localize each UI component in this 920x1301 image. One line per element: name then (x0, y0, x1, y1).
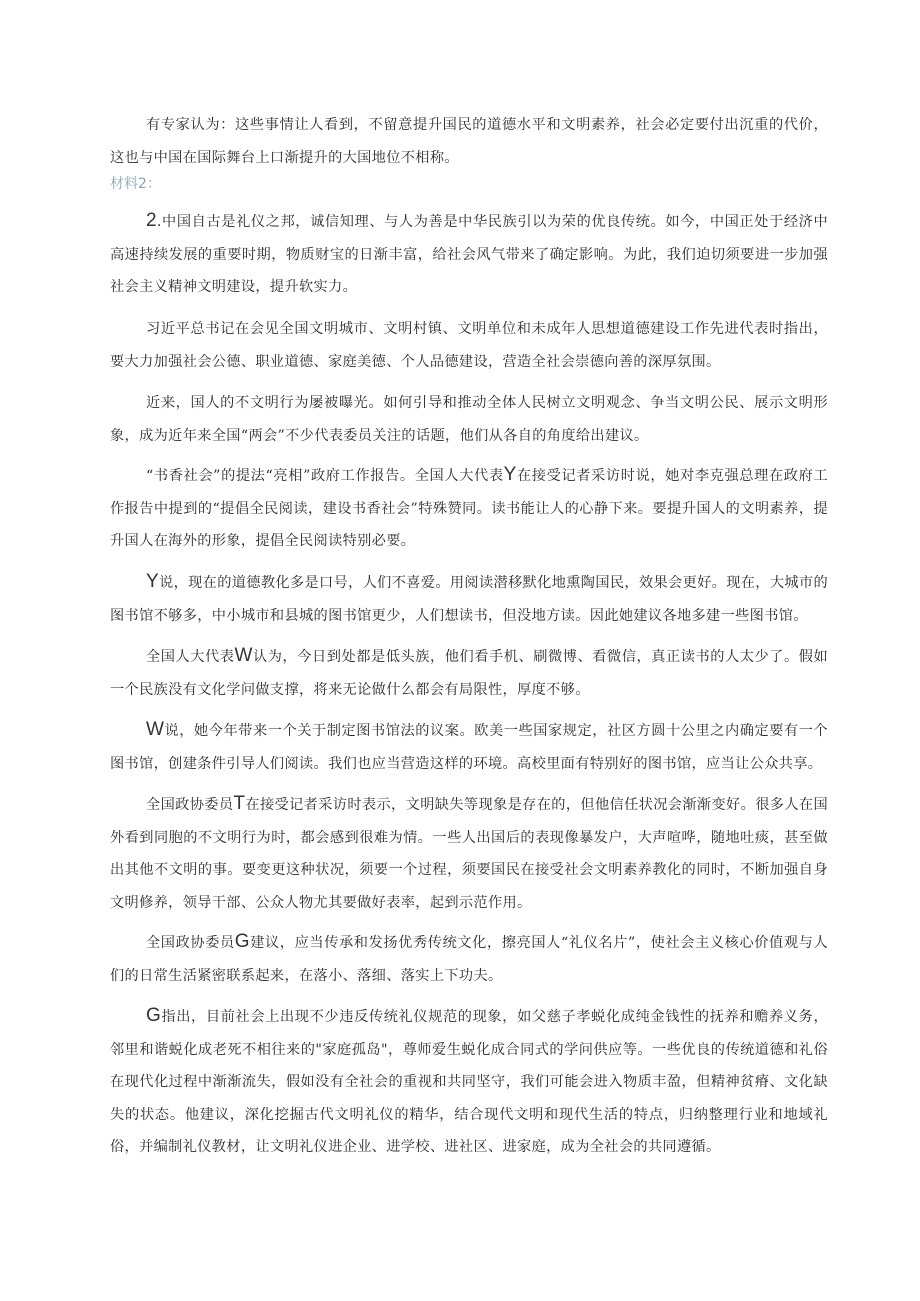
paragraph-text: 认为，今日到处都是低头族，他们看手机、刷微博、看微信，真正读书的人太少了。假如一个民族没有文化学问做支撑，将来无论做什么都会有局限性，厚度不够。 (110, 649, 828, 698)
material-2-label: 材料2： (110, 176, 161, 192)
paragraph-text: 全国政协委员 (146, 935, 235, 951)
paragraph-material-2 (110, 205, 828, 304)
paragraph-xi-speech (110, 313, 828, 378)
paragraph-expert-opinion (110, 109, 828, 174)
paragraph-text: 全国政协委员 (146, 797, 234, 813)
representative-initial: W (234, 645, 253, 666)
paragraph-text: 有专家认为：这些事情让人看到，不留意提升国民的道德水平和文明素养，社会必定要付出沉重的代价，这也与中国在国际舞台上口渐提升的大国地位不相称。 (110, 117, 828, 166)
paragraph-text: 全国人大代表 (146, 649, 235, 665)
paragraph-text: 说，她今年带来一个关于制定图书馆法的议案。欧美一些国家规定，社区方圆十公里之内确定要有一个图书馆，创建条件引导人们阅读。我们也应当营造这样的环境。高校里面有特别好的图书馆，应当让公众共享。 (110, 723, 828, 772)
paragraph-g-tradition (110, 926, 828, 992)
paragraph-w-reading (110, 640, 828, 706)
representative-initial: W (146, 719, 165, 740)
paragraph-t-civilization (110, 788, 828, 919)
representative-initial: G (146, 1005, 162, 1026)
paragraph-text: 在接受记者采访时说，她对李克强总理在政府工作报告中提到的“提倡全民阅读，建设书香社会”特殊赞同。读书能让人的心静下来。要提升国人的文明素养，提升国人在海外的形象，提倡全民阅读特别必要。 (110, 468, 828, 549)
paragraph-text: 在接受记者采访时表示，文明缺失等现象是存在的，但他信任状况会渐渐变好。很多人在国外看到同胞的不文明行为时，都会感到很难为情。一些人出国后的表现像暴发户，大声喧哗，随地吐痰，甚至做出其他不文明的事。要变更这种状况，须要一个过程，须要国民在接受社会文明素养教化的同时，不断加强自身文明修养，领导干部、公众人物尤其要做好表率，起到示范作用。 (110, 797, 828, 911)
paragraph-uncivilized-behavior (110, 387, 828, 452)
paragraph-text: “书香社会”的提法“亮相”政府工作报告。全国人大代表 (146, 468, 504, 484)
representative-initial: Y (503, 464, 517, 485)
paragraph-text: 指出，目前社会上出现不少违反传统礼仪规范的现象，如父慈子孝蜕化成纯金钱性的抚养和赡养义务，邻里和谐蜕化成老死不相往来的"家庭孤岛"，尊师爱生蜕化成合同式的学问供应等。一些优良的传统道德和礼俗在现代化过程中渐渐流失，假如没有全社会的重视和共同坚守，我们可能会进入物质丰盈，但精神贫瘠、文化缺失的状态。他建议，深化挖掘古代文明礼仪的精华，结合现代文明和现代生活的特点，归纳整理行业和地域礼俗，并编制礼仪教材，让文明礼仪进企业、进学校、进社区、进家庭，成为全社会的共同遵循。 (110, 1009, 828, 1155)
paragraph-text: .中国自古是礼仪之邦，诚信知理、与人为善是中华民族引以为荣的优良传统。如今，中国正处于经济中高速持续发展的重要时期，物质财宝的日渐丰富，给社会风气带来了确定影响。为此，我们迫切须要进一步加强社会主义精神文明建设，提升软实力。 (110, 214, 828, 295)
representative-initial: Y (146, 571, 160, 592)
paragraph-text: 习近平总书记在会见全国文明城市、文明村镇、文明单位和未成年人思想道德建设工作先进代表时指出，要大力加强社会公德、职业道德、家庭美德、个人品德建设，营造全社会崇德向善的深厚氛围。 (110, 321, 828, 370)
representative-initial: T (233, 793, 246, 814)
representative-initial: G (234, 931, 250, 952)
paragraph-text: 近来，国人的不文明行为屡被曝光。如何引导和推动全体人民树立文明观念、争当文明公民、展示文明形象，成为近年来全国“两会”不少代表委员关注的话题，他们从各自的角度给出建议。 (110, 395, 828, 444)
paragraph-text: 说，现在的道德教化多是口号，人们不喜爱。用阅读潜移默化地熏陶国民，效果会更好。现在，大城市的图书馆不够多，中小城市和县城的图书馆更少，人们想读书，但没地方读。因此她建议各地多建一些图书馆。 (110, 575, 828, 624)
paragraph-y-libraries (110, 566, 828, 632)
paragraph-g-etiquette (110, 1000, 828, 1164)
paragraph-text: 建议，应当传承和发扬优秀传统文化，擦亮国人“礼仪名片”，使社会主义核心价值观与人们的日常生活紧密联系起来，在落小、落细、落实上下功夫。 (110, 935, 828, 984)
section-number: 2 (146, 210, 157, 231)
paragraph-w-library-law (110, 714, 828, 780)
paragraph-book-society (110, 459, 828, 558)
